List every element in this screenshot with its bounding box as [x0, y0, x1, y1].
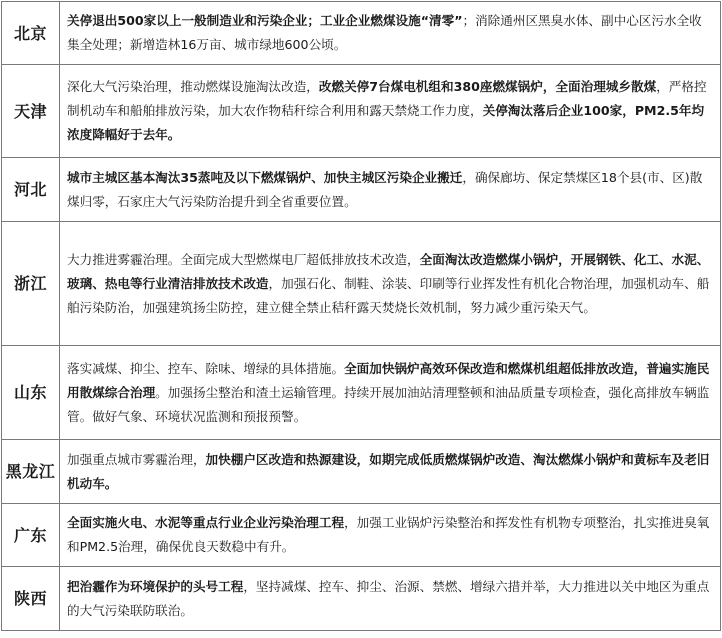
text-segment: ，严格控制机动车和船舶排放污染，加大农作物秸秆综合利用和露天禁烧工作力度，: [67, 79, 707, 118]
region-name: 浙江: [2, 222, 60, 346]
table-row: [2, 2, 721, 65]
text-segment-bold: 关停退出500家以上一般制造业和污染企业；工业企业燃煤设施“清零”: [67, 13, 463, 28]
text-segment: 。加强扬尘整治和渣土运输管理。持续开展加油站清理整顿和油品质量专项检查，强化高排放车辆监管。做好气象、环境状况监测和预报预警。: [67, 384, 710, 424]
text-segment: 加强重点城市雾霾治理，: [67, 451, 206, 467]
policy-text: [60, 2, 721, 65]
text-segment-bold: 全面加快锅炉高效环保改造和燃煤机组超低排放改造，普遍实施民用散煤综合治理: [67, 360, 710, 400]
text-segment: ，加强工业锅炉污染整治和挥发性有机物专项整治，扎实推进臭氧和PM2.5治理，确保优良天数稳中有升。: [67, 515, 710, 554]
table-row: [2, 440, 721, 504]
region-name: 广东: [2, 504, 60, 567]
text-segment-bold: 全面实施火电、水泥等重点行业企业污染治理工程: [67, 515, 345, 530]
region-name: 北京: [2, 2, 60, 65]
text-segment: ，确保廊坊、保定禁煤区18个县(市、区)散煤归零，石家庄大气污染防治提升到全省重要位置。: [67, 169, 703, 209]
table-row: [2, 346, 721, 440]
region-name: 天津: [2, 65, 60, 158]
text-segment-bold: 关停淘汰落后企业100家，PM2.5年均浓度降幅好于去年。: [67, 103, 705, 142]
table-row: [2, 222, 721, 346]
text-segment: 深化大气污染治理，推动燃煤设施淘汰改造，: [67, 79, 319, 94]
text-segment: 大力推进雾霾治理。全面完成大型燃煤电厂超低排放技术改造，: [67, 251, 420, 267]
text-segment-bold: 加快棚户区改造和热源建设，如期完成低质燃煤锅炉改造、淘汰燃煤小锅炉和黄标车及老旧机动车。: [67, 451, 710, 491]
text-segment-bold: 把治霾作为环境保护的头号工程: [67, 578, 244, 594]
table-row: [2, 567, 721, 631]
policy-text: [60, 222, 721, 346]
policy-text: [60, 567, 721, 631]
policy-text: [60, 65, 721, 158]
region-name: 黑龙江: [2, 440, 60, 504]
policy-text: [60, 504, 721, 567]
table-row: [2, 158, 721, 222]
region-name: 河北: [2, 158, 60, 222]
policy-text: [60, 158, 721, 222]
table-row: [2, 504, 721, 567]
text-segment: ；消除通州区黑臭水体、副中心区污水全收集全处理；新增造林16万亩、城市绿地600公顷。: [67, 13, 702, 52]
text-segment-bold: 改燃关停7台煤电机组和380座燃煤锅炉，全面治理城乡散煤: [318, 79, 657, 94]
text-segment: 落实减煤、抑尘、控车、除味、增绿的具体措施。: [67, 360, 345, 376]
text-segment: ，加强石化、制鞋、涂装、印刷等行业挥发性有机化合物治理，加强机动车、船舶污染防治，加强建筑扬尘防控，建立健全禁止秸秆露天焚烧长效机制，努力减少重污染天气。: [67, 275, 710, 315]
table-row: [2, 65, 721, 158]
policy-text: [60, 346, 721, 440]
text-segment-bold: 城市主城区基本淘汰35蒸吨及以下燃煤锅炉、加快主城区污染企业搬迁: [67, 169, 463, 185]
policy-text: [60, 440, 721, 504]
text-segment: ，坚持减煤、控车、抑尘、治源、禁燃、增绿六措并举，大力推进以关中地区为重点的大气污染联防联治。: [67, 578, 710, 618]
region-name: 山东: [2, 346, 60, 440]
text-segment-bold: 全面淘汰改造燃煤小锅炉，开展钢铁、化工、水泥、玻璃、热电等行业清洁排放技术改造: [67, 251, 710, 291]
region-name: 陕西: [2, 567, 60, 631]
policy-table: [1, 1, 721, 631]
